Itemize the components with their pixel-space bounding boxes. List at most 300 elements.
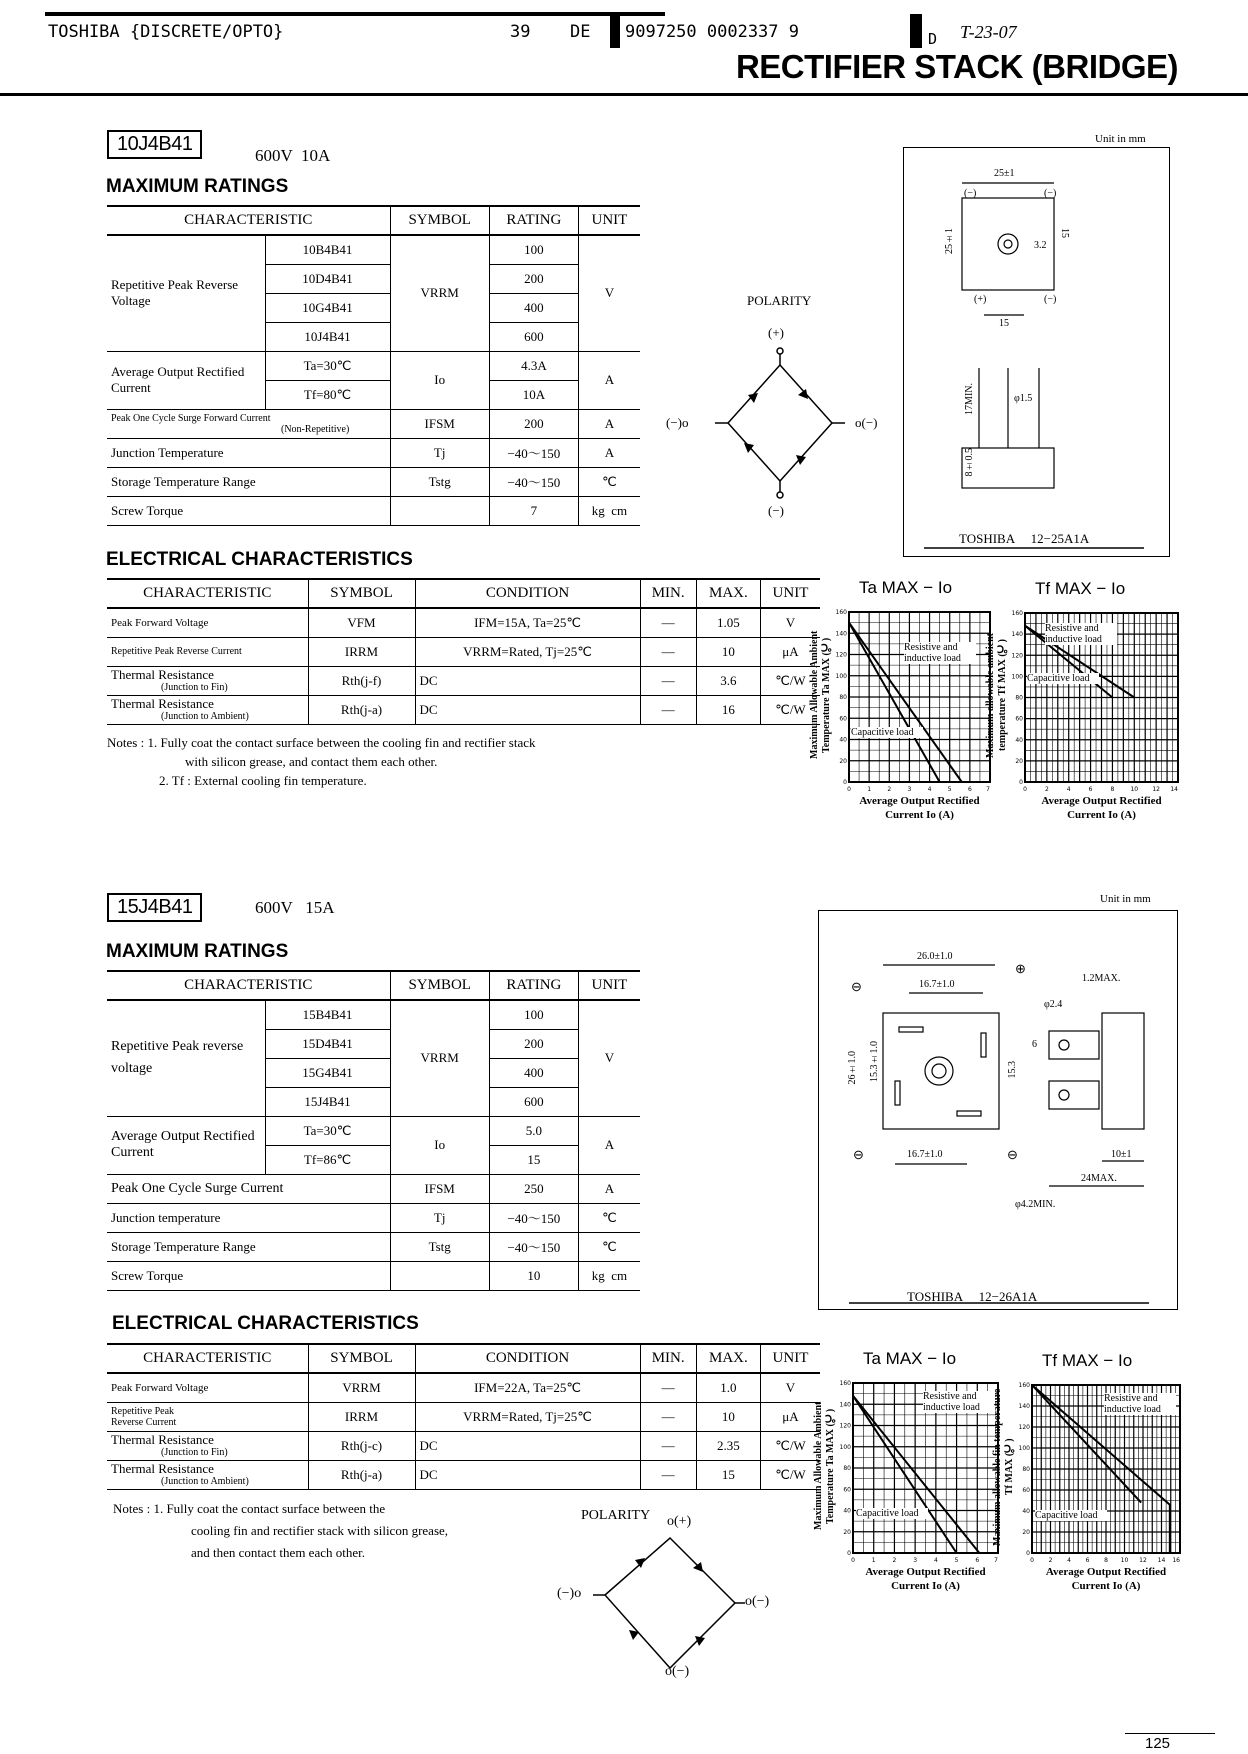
- row-label: Thermal Resistance: [111, 1431, 214, 1447]
- row-label: Peak One Cycle Surge Forward Current: [111, 412, 271, 424]
- max-cell: 10: [696, 637, 760, 666]
- min-cell: —: [640, 1431, 696, 1460]
- chart-ylabel: Maximum Allowable Ambient Temperature Ta MAX (℃): [809, 630, 832, 760]
- chart-xlabel: Average Output Rectified Current Io (A): [859, 795, 980, 821]
- x-tick-label: 2: [1048, 1557, 1053, 1564]
- terminal-plus: o(+): [667, 1514, 692, 1529]
- part-number-box: 10J4B41: [107, 130, 202, 159]
- table-header-row: [107, 206, 640, 235]
- series-label: Capacitive load: [856, 1508, 928, 1519]
- min-cell: —: [640, 637, 696, 666]
- unit-cell: ℃/W: [760, 1431, 820, 1460]
- series-line-resistive: [853, 1396, 979, 1553]
- dim-label: 15.3±1.0: [869, 1041, 880, 1082]
- series-label: Resistive and inductive load: [904, 642, 976, 664]
- part-cell: 10B4B41: [265, 235, 390, 264]
- symbol-cell: Tj: [390, 1203, 489, 1232]
- y-tick-label: 0: [847, 1550, 851, 1557]
- y-tick-label: 20: [843, 1528, 851, 1536]
- chart-xlabel: Average Output Rectified Current Io (A): [1045, 1566, 1167, 1592]
- symbol-cell: [390, 1261, 489, 1290]
- header-top-rule: [45, 12, 665, 16]
- y-tick-label: 120: [1011, 652, 1023, 660]
- row-sublabel: Reverse Current: [111, 1416, 177, 1428]
- table-row: [107, 608, 820, 637]
- col-rating: RATING: [489, 206, 578, 235]
- dim-label: 16.7±1.0: [907, 1149, 943, 1160]
- y-tick-label: 140: [1011, 631, 1023, 639]
- row-label: Average Output Rectified Current: [107, 351, 265, 409]
- terminal-minus-icon: ⊖: [853, 1147, 864, 1162]
- part-cell: 10J4B41: [265, 322, 390, 351]
- polarity-diagram: [555, 1500, 795, 1690]
- part-spec: 600V 10A: [255, 146, 331, 165]
- symbol-cell: Tstg: [390, 1232, 489, 1261]
- part-cell: 15D4B41: [265, 1029, 390, 1058]
- y-tick-label: 120: [835, 651, 847, 659]
- table-row: [107, 1261, 640, 1290]
- dim-label: 16.7±1.0: [919, 979, 955, 990]
- table-row: [107, 1373, 820, 1402]
- col-symbol: SYMBOL: [390, 206, 489, 235]
- table-row: [107, 438, 640, 467]
- unit-cell: ℃: [578, 1232, 640, 1261]
- table-row: [107, 666, 820, 695]
- dim-label: 6: [1032, 1039, 1037, 1050]
- unit-cell: A: [578, 1174, 640, 1203]
- y-tick-label: 40: [843, 1507, 851, 1515]
- unit-label: Unit in mm: [1100, 893, 1151, 905]
- x-tick-label: 5: [954, 1557, 959, 1564]
- row-label: Average Output Rectified Current: [107, 1116, 265, 1174]
- x-tick-label: 0: [1023, 786, 1027, 793]
- x-tick-label: 5: [947, 786, 952, 793]
- symbol-cell: VFM: [308, 608, 415, 637]
- col-unit: UNIT: [760, 579, 820, 608]
- y-tick-label: 80: [843, 1465, 851, 1472]
- dim-label: 3.2: [1034, 240, 1047, 251]
- x-tick-label: 6: [967, 786, 972, 793]
- max-ratings-table: [107, 970, 640, 1291]
- x-tick-label: 1: [867, 786, 872, 793]
- table-row: [107, 1460, 820, 1489]
- chart-title: Tf MAX − Io: [1042, 1351, 1133, 1370]
- max-cell: 1.05: [696, 608, 760, 637]
- y-tick-label: 0: [1019, 779, 1023, 786]
- max-cell: 15: [696, 1460, 760, 1489]
- col-symbol: SYMBOL: [390, 971, 489, 1000]
- unit-cell: V: [760, 608, 820, 637]
- unit-cell: kg cm: [578, 1261, 640, 1290]
- rating-cell: 200: [489, 264, 578, 293]
- table-row: [107, 1000, 640, 1029]
- table-header-row: [107, 971, 640, 1000]
- package-outline-drawing: [818, 910, 1178, 1310]
- part-cell: 10D4B41: [265, 264, 390, 293]
- max-cell: 2.35: [696, 1431, 760, 1460]
- elec-char-title: ELECTRICAL CHARACTERISTICS: [112, 1313, 419, 1334]
- rating-cell: 250: [489, 1174, 578, 1203]
- min-cell: —: [640, 1402, 696, 1431]
- unit-cell: ℃/W: [760, 666, 820, 695]
- x-tick-label: 0: [1030, 1557, 1034, 1564]
- min-cell: —: [640, 666, 696, 695]
- x-tick-label: 4: [927, 786, 932, 793]
- x-tick-label: 3: [913, 1557, 918, 1564]
- rating-cell: −40～150: [489, 1232, 578, 1261]
- x-tick-label: 4: [1066, 786, 1071, 793]
- y-tick-label: 80: [839, 694, 847, 701]
- condition-cell: Tf=80℃: [265, 380, 390, 409]
- symbol-cell: VRRM: [390, 235, 489, 351]
- table-row: [107, 1232, 640, 1261]
- terminal-plus-icon: ⊕: [1015, 961, 1026, 976]
- terminal-minus: o(−): [665, 1664, 690, 1679]
- unit-cell: μA: [760, 637, 820, 666]
- dim-label: 15.3: [1007, 1061, 1018, 1079]
- part-cell: 10G4B41: [265, 293, 390, 322]
- y-tick-label: 0: [843, 779, 847, 786]
- symbol-cell: Tstg: [390, 467, 489, 496]
- x-tick-label: 6: [1088, 786, 1093, 793]
- row-label: Peak One Cycle Surge Current: [107, 1174, 390, 1203]
- chart-title: Ta MAX − Io: [863, 1349, 957, 1368]
- symbol-cell: VRRM: [308, 1373, 415, 1402]
- unit-cell: A: [578, 351, 640, 409]
- doc-code-2: DE: [570, 22, 591, 42]
- header-rule: [0, 93, 1248, 96]
- unit-cell: V: [578, 235, 640, 351]
- y-tick-label: 140: [1018, 1403, 1030, 1410]
- unit-cell: ℃/W: [760, 1460, 820, 1489]
- table-row: [107, 409, 640, 438]
- package-outline-drawing: [903, 147, 1170, 557]
- max-ratings-table: [107, 205, 640, 526]
- y-tick-label: 20: [839, 757, 847, 765]
- row-sublabel: (Junction to Fin): [161, 681, 228, 693]
- chart-xlabel: Average Output Rectified Current Io (A): [1041, 795, 1162, 821]
- x-tick-label: 0: [851, 1557, 855, 1564]
- x-tick-label: 1: [871, 1557, 876, 1564]
- chart-title: Ta MAX − Io: [859, 578, 953, 597]
- x-tick-label: 16: [1172, 1557, 1180, 1564]
- y-tick-label: 100: [839, 1443, 851, 1451]
- y-tick-label: 100: [1011, 673, 1023, 681]
- dim-label: 15: [999, 318, 1009, 329]
- max-cell: 1.0: [696, 1373, 760, 1402]
- rating-cell: −40～150: [489, 1203, 578, 1232]
- col-rating: RATING: [489, 971, 578, 1000]
- y-tick-label: 20: [1015, 757, 1023, 765]
- col-max: MAX.: [696, 579, 760, 608]
- row-label: Storage Temperature Range: [107, 467, 390, 496]
- rating-cell: 400: [489, 293, 578, 322]
- terminal-label: (+): [974, 294, 987, 305]
- col-condition: CONDITION: [415, 579, 640, 608]
- col-unit: UNIT: [578, 206, 640, 235]
- row-sublabel: (Non-Repetitive): [281, 423, 350, 435]
- electrical-characteristics-table: [107, 578, 820, 725]
- x-tick-label: 2: [887, 786, 892, 793]
- condition-cell: VRRM=Rated, Tj=25℃: [415, 1402, 640, 1431]
- row-label: Screw Torque: [107, 1261, 390, 1290]
- symbol-cell: IRRM: [308, 1402, 415, 1431]
- page-number: 125: [1145, 1735, 1171, 1752]
- y-tick-label: 140: [835, 630, 847, 638]
- x-tick-label: 3: [907, 786, 912, 793]
- min-cell: —: [640, 695, 696, 724]
- table-row: [107, 1116, 640, 1145]
- rating-cell: −40～150: [489, 467, 578, 496]
- col-characteristic: CHARACTERISTIC: [107, 1344, 308, 1373]
- rating-cell: 600: [489, 322, 578, 351]
- col-characteristic: CHARACTERISTIC: [107, 971, 390, 1000]
- min-cell: —: [640, 1460, 696, 1489]
- package-drawing-icon: [819, 911, 1179, 1311]
- doc-code-3: 9097250 0002337 9: [625, 22, 799, 42]
- dim-label: φ2.4: [1044, 999, 1063, 1010]
- condition-cell: IFM=22A, Ta=25℃: [415, 1373, 640, 1402]
- rating-cell: 200: [489, 1029, 578, 1058]
- dim-label: φ4.2MIN.: [1015, 1199, 1056, 1210]
- series-label: Resistive and inductive load: [1104, 1393, 1176, 1415]
- part-cell: 15B4B41: [265, 1000, 390, 1029]
- unit-cell: V: [578, 1000, 640, 1116]
- unit-cell: ℃: [578, 467, 640, 496]
- y-tick-label: 100: [835, 672, 847, 680]
- row-label: Peak Forward Voltage: [107, 1373, 308, 1402]
- unit-cell: μA: [760, 1402, 820, 1431]
- chart-ylabel: Maximum Allowable Ambient Temperature Ta MAX (℃): [813, 1401, 836, 1531]
- row-label: Storage Temperature Range: [107, 1232, 390, 1261]
- dim-label: 15: [1059, 228, 1070, 238]
- condition-cell: DC: [415, 666, 640, 695]
- doc-code-4: D: [928, 30, 938, 48]
- x-tick-label: 7: [986, 786, 990, 793]
- dim-label: 24MAX.: [1081, 1173, 1117, 1184]
- x-tick-label: 14: [1170, 786, 1178, 793]
- y-tick-label: 120: [839, 1422, 851, 1430]
- bridge-diodes-icon: [555, 1500, 795, 1690]
- row-label: Thermal Resistance: [111, 1460, 214, 1476]
- terminal-ac-right: o(−): [855, 415, 878, 430]
- row-label: Peak Forward Voltage: [107, 608, 308, 637]
- y-tick-label: 160: [1011, 610, 1023, 617]
- y-tick-label: 40: [1022, 1508, 1030, 1515]
- condition-cell: IFM=15A, Ta=25℃: [415, 608, 640, 637]
- terminal-ac-left: (−)o: [666, 415, 689, 430]
- min-cell: —: [640, 1373, 696, 1402]
- x-tick-label: 14: [1157, 1557, 1166, 1564]
- y-tick-label: 160: [835, 609, 847, 616]
- package-drawing-icon: [904, 148, 1171, 558]
- condition-cell: Ta=30℃: [265, 1116, 390, 1145]
- note-line: and then contact them each other.: [191, 1545, 365, 1560]
- y-tick-label: 60: [1022, 1487, 1030, 1494]
- y-tick-label: 100: [1018, 1445, 1030, 1452]
- x-tick-label: 4: [1067, 1557, 1071, 1564]
- row-label: Thermal Resistance: [111, 666, 214, 682]
- row-sublabel: (Junction to Ambient): [161, 710, 249, 722]
- terminal-plus: (+): [768, 325, 784, 340]
- symbol-cell: Rth(j-a): [308, 1460, 415, 1489]
- part-spec: 600V 15A: [255, 898, 335, 917]
- table-row: [107, 637, 820, 666]
- dim-label: 26.0±1.0: [917, 951, 953, 962]
- part-cell: 15G4B41: [265, 1058, 390, 1087]
- col-max: MAX.: [696, 1344, 760, 1373]
- row-label: Repetitive Peak Reverse Voltage: [107, 235, 265, 351]
- condition-cell: Tf=86℃: [265, 1145, 390, 1174]
- dim-label: 8±0.5: [964, 448, 975, 477]
- table-row: [107, 235, 640, 264]
- y-tick-label: 60: [839, 715, 847, 723]
- note-line: cooling fin and rectifier stack with silicon grease,: [191, 1523, 449, 1538]
- chart-title: Tf MAX − Io: [1035, 579, 1126, 598]
- terminal-label: (−): [1044, 188, 1057, 199]
- rating-cell: 5.0: [489, 1116, 578, 1145]
- terminal-minus-icon: ⊖: [1007, 1147, 1018, 1162]
- rating-cell: 15: [489, 1145, 578, 1174]
- dim-label: 17MIN.: [964, 383, 975, 415]
- col-min: MIN.: [640, 579, 696, 608]
- x-tick-label: 10: [1120, 1557, 1129, 1564]
- doc-code-1: 39: [510, 22, 531, 42]
- table-row: [107, 467, 640, 496]
- table-header-row: [107, 1344, 820, 1373]
- chart-ylabel: Maximum allowable ambient temperature Tf MAX (℃): [985, 633, 1008, 758]
- x-tick-label: 2: [1044, 786, 1049, 793]
- y-tick-label: 120: [1018, 1424, 1030, 1431]
- row-sublabel: (Junction to Ambient): [161, 1475, 249, 1487]
- table-row: [107, 496, 640, 525]
- unit-cell: ℃/W: [760, 695, 820, 724]
- unit-cell: kg cm: [578, 496, 640, 525]
- rating-cell: 10: [489, 1261, 578, 1290]
- electrical-characteristics-table: [107, 1343, 820, 1490]
- dim-label: 10±1: [1111, 1149, 1132, 1160]
- series-label: Resistive and inductive load: [923, 1391, 995, 1413]
- unit-label: Unit in mm: [1095, 133, 1146, 145]
- rating-cell: 10A: [489, 380, 578, 409]
- table-row: [107, 1203, 640, 1232]
- notes: [107, 733, 535, 790]
- polarity-title: POLARITY: [747, 293, 812, 308]
- unit-cell: A: [578, 438, 640, 467]
- row-label: Thermal Resistance: [111, 695, 214, 711]
- bridge-diodes-icon: [660, 285, 900, 525]
- x-tick-label: 0: [847, 786, 851, 793]
- x-tick-label: 8: [1104, 1557, 1108, 1564]
- y-tick-label: 80: [1015, 694, 1023, 702]
- x-tick-label: 12: [1139, 1557, 1147, 1564]
- unit-cell: V: [760, 1373, 820, 1402]
- chart-plot: [835, 608, 996, 794]
- note-line: with silicon grease, and contact them each other.: [185, 754, 438, 769]
- unit-cell: A: [578, 409, 640, 438]
- row-label: Junction temperature: [107, 1203, 390, 1232]
- y-tick-label: 60: [843, 1486, 851, 1494]
- dim-label: 1.2MAX.: [1082, 973, 1121, 984]
- table-row: [107, 1431, 820, 1460]
- row-label: Repetitive Peak Reverse Current: [107, 637, 308, 666]
- rating-cell: 7: [489, 496, 578, 525]
- x-tick-label: 12: [1152, 786, 1160, 793]
- col-symbol: SYMBOL: [308, 1344, 415, 1373]
- rating-cell: 200: [489, 409, 578, 438]
- max-cell: 16: [696, 695, 760, 724]
- series-label: Resistive and inductive load: [1045, 623, 1117, 645]
- max-cell: 10: [696, 1402, 760, 1431]
- symbol-cell: Tj: [390, 438, 489, 467]
- polarity-diagram: [660, 285, 900, 525]
- col-unit: UNIT: [578, 971, 640, 1000]
- symbol-cell: [390, 496, 489, 525]
- max-ratings-title: MAXIMUM RATINGS: [106, 941, 289, 962]
- part-number-box: 15J4B41: [107, 893, 202, 922]
- min-cell: —: [640, 608, 696, 637]
- page-title: RECTIFIER STACK (BRIDGE): [735, 48, 1178, 85]
- table-row: [107, 1174, 640, 1203]
- x-tick-label: 10: [1130, 786, 1139, 793]
- package-caption: TOSHIBA 12−25A1A: [959, 531, 1090, 546]
- y-tick-label: 160: [839, 1380, 851, 1387]
- condition-cell: DC: [415, 695, 640, 724]
- y-tick-label: 20: [1022, 1529, 1030, 1536]
- handwritten-code: T-23-07: [960, 22, 1017, 42]
- chart-xlabel: Average Output Rectified Current Io (A): [865, 1566, 986, 1592]
- row-label: Screw Torque: [107, 496, 390, 525]
- symbol-cell: VRRM: [390, 1000, 489, 1116]
- barcode-mark: [910, 14, 922, 48]
- unit-cell: ℃: [578, 1203, 640, 1232]
- series-label: Capacitive load: [1035, 1510, 1107, 1521]
- row-label: Repetitive Peak reverse voltage: [107, 1000, 265, 1116]
- symbol-cell: IFSM: [390, 409, 489, 438]
- note-line: Notes : 1. Fully coat the contact surface between the: [113, 1501, 386, 1516]
- rating-cell: 4.3A: [489, 351, 578, 380]
- symbol-cell: Rth(j-a): [308, 695, 415, 724]
- series-label: Capacitive load: [1027, 673, 1099, 684]
- dim-label: 26±1.0: [847, 1051, 858, 1085]
- rating-cell: 600: [489, 1087, 578, 1116]
- col-min: MIN.: [640, 1344, 696, 1373]
- x-tick-label: 6: [975, 1557, 980, 1564]
- barcode-mark: [610, 14, 620, 48]
- symbol-cell: Rth(j-f): [308, 666, 415, 695]
- symbol-cell: IRRM: [308, 637, 415, 666]
- table-row: [107, 695, 820, 724]
- col-unit: UNIT: [760, 1344, 820, 1373]
- row-label: Junction Temperature: [107, 438, 390, 467]
- terminal-minus-icon: ⊖: [851, 979, 862, 994]
- y-tick-label: 0: [1026, 1550, 1030, 1557]
- y-tick-label: 40: [1015, 736, 1023, 744]
- terminal-ac-left: (−)o: [557, 1586, 582, 1601]
- dim-label: φ1.5: [1014, 393, 1033, 404]
- x-tick-label: 4: [933, 1557, 938, 1564]
- x-tick-label: 7: [994, 1557, 998, 1564]
- row-sublabel: (Junction to Fin): [161, 1446, 228, 1458]
- y-tick-label: 40: [839, 736, 847, 744]
- package-caption: TOSHIBA 12−26A1A: [907, 1289, 1038, 1304]
- rating-cell: 100: [489, 1000, 578, 1029]
- company-division: TOSHIBA {DISCRETE/OPTO}: [48, 22, 284, 42]
- table-header-row: [107, 579, 820, 608]
- page-rule: [1125, 1733, 1215, 1734]
- col-characteristic: CHARACTERISTIC: [107, 206, 390, 235]
- table-row: [107, 351, 640, 380]
